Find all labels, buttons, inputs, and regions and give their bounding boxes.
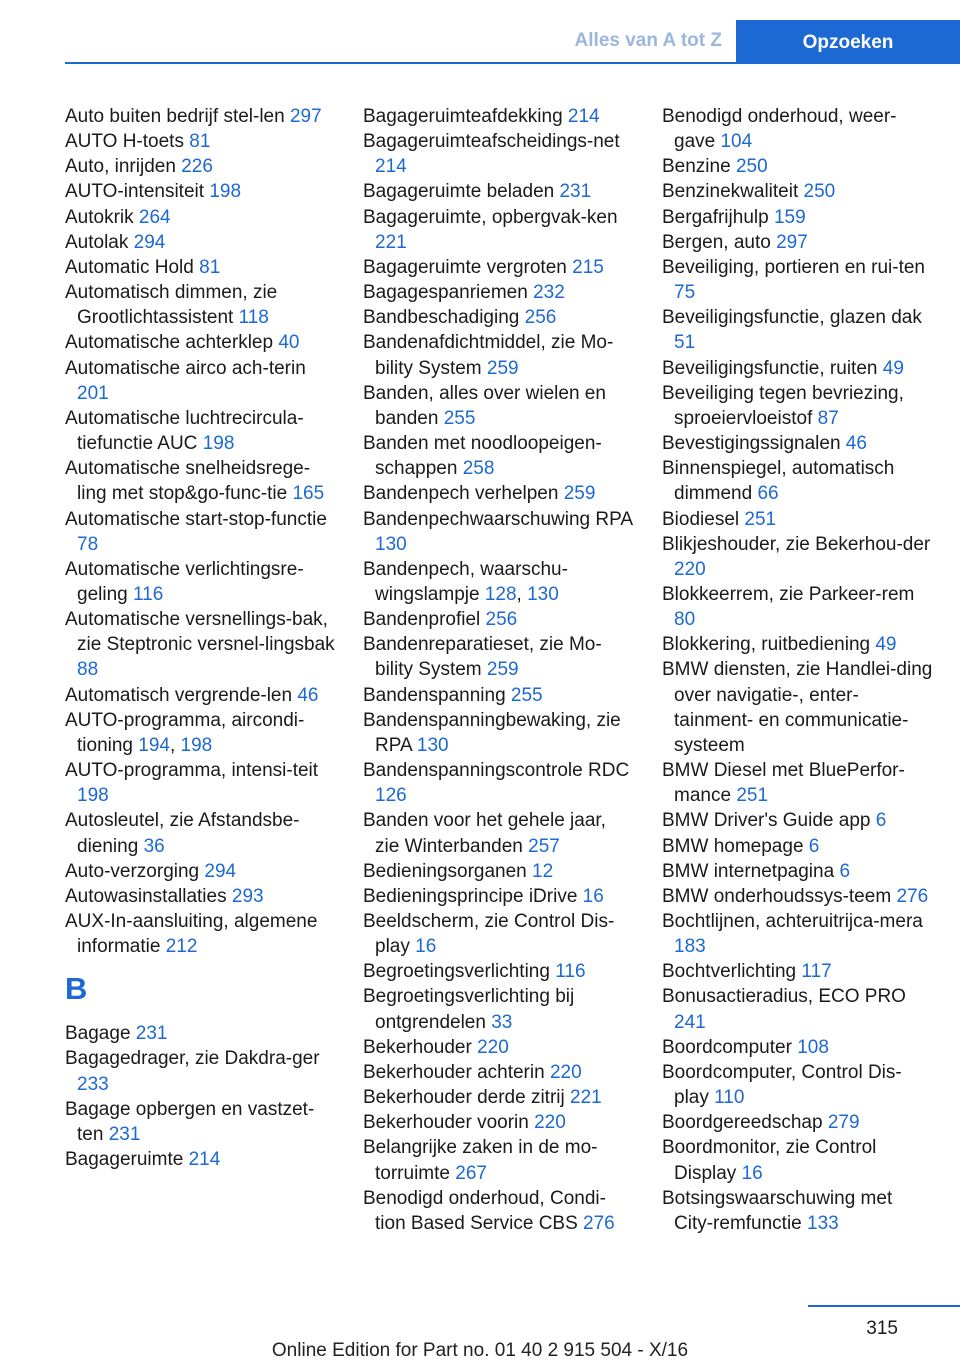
index-entry-text: Bagageruimte beladen	[363, 181, 555, 203]
index-entry-text: Automatisch dimmen, zie Grootlichtassistent	[65, 282, 278, 329]
page-link[interactable]: 258	[462, 458, 495, 480]
index-entry-text: Auto, inrijden	[65, 156, 176, 178]
index-entry	[662, 205, 934, 230]
index-entry	[65, 909, 337, 959]
index-entry	[363, 758, 635, 808]
page-link[interactable]: 251	[744, 508, 777, 530]
index-entry-text: Boordcomputer	[662, 1036, 792, 1058]
index-entry	[363, 607, 635, 632]
index-entry	[65, 1046, 337, 1096]
index-entry	[662, 305, 934, 355]
page-link[interactable]: 78	[77, 533, 99, 555]
index-entry-text: Automatische verlichtingsre-geling	[65, 558, 304, 605]
index-entry	[363, 632, 635, 682]
index-entry	[662, 632, 934, 657]
page-link[interactable]: 33	[491, 1011, 513, 1033]
index-entry-text: Bandenpech verhelpen	[363, 483, 559, 505]
index-entry	[363, 1110, 635, 1135]
page-number: 315	[866, 1318, 898, 1339]
index-entry	[662, 808, 934, 833]
index-entry	[65, 330, 337, 355]
index-entry-text: Bonusactieradius, ECO PRO	[662, 986, 906, 1008]
index-entry	[65, 104, 337, 129]
index-entry	[363, 1186, 635, 1236]
page-link[interactable]: 128	[484, 583, 517, 605]
index-entry-text: Bedieningsprincipe iDrive	[363, 885, 578, 907]
index-entry-text: Bandbeschadiging	[363, 307, 520, 329]
index-entry	[65, 255, 337, 280]
page-link[interactable]: 198	[180, 734, 213, 756]
index-entry-text: Benzine	[662, 156, 731, 178]
index-entry-text: Bandenprofiel	[363, 609, 481, 631]
page-link[interactable]: 241	[674, 1011, 706, 1033]
index-entry	[65, 129, 337, 154]
index-entry-text: Bagageruimteafdekking	[363, 106, 563, 127]
index-entry-text: Beveiligingsfunctie, ruiten	[662, 357, 878, 379]
index-entry	[65, 859, 337, 884]
index-entry-text: Banden voor het gehele jaar, zie Winterbanden	[363, 810, 606, 857]
index-entry	[363, 280, 635, 305]
index-entry-text: Autolak	[65, 231, 129, 253]
index-entry-text: AUTO-intensiteit	[65, 181, 205, 203]
index-entry-text: Bandenafdichtmiddel, zie Mo-bility System	[363, 332, 614, 379]
index-entry-text: Beveiliging, portieren en rui-ten	[662, 256, 925, 278]
index-entry	[662, 959, 934, 984]
index-entry	[65, 154, 337, 179]
index-entry-text: BMW Diesel met BluePerfor-mance	[662, 760, 905, 807]
page-link[interactable]: 215	[572, 256, 604, 278]
index-entry-text: AUTO H-toets	[65, 131, 184, 153]
page-link[interactable]: 250	[735, 156, 768, 178]
page-link[interactable]: 220	[477, 1036, 509, 1058]
index-entry	[363, 104, 635, 129]
page-link[interactable]: 231	[559, 181, 592, 203]
page-link[interactable]: 116	[555, 961, 586, 983]
index-entry	[662, 657, 934, 758]
index-entry	[662, 431, 934, 456]
index-entry	[65, 758, 337, 808]
index-entry-text: Bekerhouder voorin	[363, 1112, 529, 1134]
index-entry	[65, 179, 337, 204]
index-entry-text: Blokkering, ruitbediening	[662, 634, 871, 656]
page-link[interactable]: 80	[674, 609, 696, 631]
index-entry	[363, 959, 635, 984]
index-entry-text: AUTO-programma, aircondi-tioning	[65, 709, 305, 756]
index-entry	[363, 1135, 635, 1185]
index-entry	[662, 381, 934, 431]
index-entry-text: Bagage opbergen en vastzet-ten	[65, 1098, 315, 1145]
index-entry	[65, 808, 337, 858]
page-link[interactable]: 255	[510, 684, 543, 706]
index-entry	[662, 255, 934, 305]
page-link[interactable]: 133	[807, 1212, 839, 1234]
index-entry	[662, 1186, 934, 1236]
page-link[interactable]: 159	[773, 206, 806, 228]
page-link[interactable]: 16	[582, 885, 604, 907]
index-entry-text: BMW Driver's Guide app	[662, 810, 871, 832]
index-entry	[65, 1097, 337, 1147]
page-link[interactable]: 297	[776, 231, 808, 253]
page-link[interactable]: 87	[817, 407, 839, 429]
footer-rule	[808, 1305, 960, 1307]
index-entry-text: Beeldscherm, zie Control Dis-play	[363, 911, 615, 958]
index-entry: AUTO-programma, aircondi-tioning 194, 198	[65, 709, 305, 756]
index-entry-text: Boordgereedschap	[662, 1112, 823, 1134]
index-entry-text: Banden, alles over wielen en banden	[363, 382, 606, 429]
page-link[interactable]: 6	[875, 810, 887, 832]
index-entry-text: Bandenspanningbewaking, zie RPA	[363, 709, 621, 756]
index-entry	[662, 1135, 934, 1185]
index-entry	[65, 205, 337, 230]
page-link[interactable]: 130	[527, 583, 559, 605]
page-link[interactable]: 75	[674, 282, 696, 304]
page-link[interactable]: 16	[741, 1162, 763, 1184]
index-entry	[65, 557, 337, 607]
index-entry-text: Automatische versnellings-bak, zie Steptronic versnel-lingsbak	[65, 609, 335, 656]
index-entry	[662, 356, 934, 381]
index-entry	[363, 808, 635, 858]
index-entry	[65, 607, 337, 682]
index-entry-text: Beveiligingsfunctie, glazen dak	[662, 307, 922, 329]
page-link[interactable]: 130	[375, 533, 407, 555]
index-entry-text: Bagageruimte	[65, 1149, 184, 1171]
index-entry	[363, 884, 635, 909]
index-entry-text: Bandenspanningscontrole RDC	[363, 760, 630, 782]
index-entry	[662, 104, 934, 154]
page-link[interactable]: 276	[896, 885, 929, 907]
page-link[interactable]: 49	[875, 634, 897, 656]
index-entry	[363, 984, 635, 1034]
page-link[interactable]: 250	[803, 181, 836, 203]
page-link[interactable]: 165	[292, 483, 325, 505]
page-link[interactable]: 267	[455, 1162, 487, 1184]
page-link[interactable]: 256	[485, 609, 518, 631]
page-link[interactable]: 251	[736, 785, 769, 807]
page-link[interactable]: 231	[108, 1123, 141, 1145]
page-link[interactable]: 46	[297, 684, 319, 706]
index-entry-text: Bochtverlichting	[662, 961, 797, 983]
page-link[interactable]: 297	[289, 106, 322, 127]
page-link[interactable]: 220	[674, 558, 706, 580]
index-entry-text: Autosleutel, zie Afstandsbe-diening	[65, 810, 300, 857]
page-link[interactable]: 226	[181, 156, 213, 178]
page-link[interactable]: 220	[534, 1112, 566, 1134]
index-entry-text: Bagageruimteafscheidings-net	[363, 131, 620, 153]
index-entry-text: Botsingswaarschuwing met City-remfunctie	[662, 1187, 893, 1234]
index-entry-text: Automatische achterklep	[65, 332, 274, 354]
index-entry	[65, 884, 337, 909]
index-entry-text: Bergen, auto	[662, 231, 771, 253]
index-entry-text: Binnenspiegel, automatisch dimmend	[662, 458, 895, 505]
index-entry	[363, 381, 635, 431]
index-entry-text: Blikjeshouder, zie Bekerhou-der	[662, 533, 931, 555]
page-link[interactable]: 255	[443, 407, 476, 429]
page-link[interactable]: 294	[204, 860, 237, 882]
page-link[interactable]: 214	[375, 156, 407, 178]
index-entry-text: Blokkeerrem, zie Parkeer-rem	[662, 583, 915, 605]
page-link[interactable]: 40	[278, 332, 300, 354]
index-entry-text: BMW internetpagina	[662, 860, 835, 882]
index-entry-text: Begroetingsverlichting bij ontgrendelen	[363, 986, 575, 1033]
index-entry-text: Bandenspanning	[363, 684, 506, 706]
index-entry-text: AUX-In-aansluiting, algemene informatie	[65, 911, 318, 958]
page-link[interactable]: 259	[486, 357, 519, 379]
index-entry-text: Biodiesel	[662, 508, 740, 530]
page-link[interactable]: 293	[231, 885, 264, 907]
index-entry-text: Begroetingsverlichting	[363, 961, 550, 983]
index-entry-text: Bagage	[65, 1023, 131, 1045]
index-entry	[662, 179, 934, 204]
index-entry-text: Bagagedrager, zie Dakdra-ger	[65, 1048, 320, 1070]
page-link[interactable]: 231	[135, 1023, 168, 1045]
page-link[interactable]: 6	[839, 860, 851, 882]
index-entry	[662, 758, 934, 808]
index-entry	[662, 154, 934, 179]
index-column-1	[65, 104, 337, 1172]
index-entry	[65, 1021, 337, 1046]
page-link[interactable]: 198	[77, 785, 109, 807]
page-link[interactable]: 220	[549, 1061, 582, 1083]
index-entry-text: Autokrik	[65, 206, 134, 228]
index-entry-text: Automatische snelheidsrege-ling met stop&go-func-tie	[65, 458, 311, 505]
page-link[interactable]: 201	[77, 382, 109, 404]
index-entry	[363, 205, 635, 255]
index-entry	[662, 984, 934, 1034]
index-entry-text: Autowasinstallaties	[65, 885, 227, 907]
index-entry-text: Benodigd onderhoud, weer-gave	[662, 106, 897, 153]
page-link[interactable]: 183	[674, 936, 706, 958]
page-link[interactable]: 198	[202, 433, 235, 455]
index-entry-text: Automatische airco ach-terin	[65, 357, 306, 379]
index-entry	[363, 909, 635, 959]
page-link[interactable]: 233	[77, 1073, 109, 1095]
index-entry-text: Beveiliging tegen bevriezing, sproeiervloeistof	[662, 382, 904, 429]
page-link[interactable]: 194	[138, 734, 170, 756]
page-link[interactable]: 116	[133, 583, 164, 605]
index-entry	[363, 255, 635, 280]
page-link[interactable]: 12	[532, 860, 554, 882]
index-entry-text: Automatic Hold	[65, 256, 194, 278]
index-entry	[363, 431, 635, 481]
page-link[interactable]: 279	[827, 1112, 860, 1134]
header-rule	[65, 62, 960, 64]
index-entry	[65, 507, 337, 557]
index-entry	[662, 456, 934, 506]
index-entry-text: Bagageruimte vergroten	[363, 256, 567, 278]
page-link[interactable]: 259	[486, 659, 519, 681]
index-entry	[662, 834, 934, 859]
index-entry-text: Boordcomputer, Control Dis-play	[662, 1061, 902, 1109]
index-entry-text: BMW diensten, zie Handlei-ding over navigatie-, enter-tainment- en communicatie-systeem	[662, 659, 933, 756]
index-entry	[662, 230, 934, 255]
index-entry	[662, 859, 934, 884]
page-link[interactable]: 212	[165, 936, 198, 958]
page-link[interactable]: 66	[757, 483, 779, 505]
index-entry-text: Bedieningsorganen	[363, 860, 527, 882]
page-link[interactable]: 256	[524, 307, 557, 329]
page-link[interactable]: 36	[143, 835, 165, 857]
index-entry	[65, 230, 337, 255]
index-entry	[363, 507, 635, 557]
page-link[interactable]: 221	[570, 1087, 602, 1109]
index-entry-text: Bagagespanriemen	[363, 282, 528, 304]
page-link[interactable]: 104	[720, 131, 753, 153]
index-entry	[662, 507, 934, 532]
index-entry	[662, 1110, 934, 1135]
page-link[interactable]: 49	[882, 357, 904, 379]
index-column-2	[363, 104, 635, 1236]
index-entry-text: Bekerhouder achterin	[363, 1061, 545, 1083]
page-link[interactable]: 51	[674, 332, 696, 354]
index-entry-text: Boordmonitor, zie Control Display	[662, 1137, 877, 1184]
page-link[interactable]: 108	[797, 1036, 829, 1058]
index-entry	[662, 884, 934, 909]
index-entry	[65, 280, 337, 330]
index-entry: Bandenpech, waarschu-wingslampje 128, 130	[363, 558, 568, 605]
page-link[interactable]: 214	[567, 106, 600, 127]
page-link[interactable]: 81	[189, 131, 211, 153]
page-link[interactable]: 126	[375, 785, 407, 807]
index-entry-text: Belangrijke zaken in de mo-torruimte	[363, 1137, 598, 1184]
index-entry	[65, 1147, 337, 1172]
index-entry-text: Bochtlijnen, achteruitrijca-mera	[662, 911, 923, 932]
index-entry	[65, 456, 337, 506]
header-section-title: Alles van A tot Z	[574, 30, 722, 51]
page-link[interactable]: 221	[375, 231, 407, 253]
index-entry-text: AUTO-programma, intensi-teit	[65, 760, 319, 782]
index-entry-text: Bevestigingssignalen	[662, 433, 841, 455]
index-entry-text: BMW onderhoudssys-teem	[662, 885, 892, 907]
index-entry	[65, 356, 337, 406]
index-entry	[65, 406, 337, 456]
index-entry	[363, 1085, 635, 1110]
index-entry-text: Auto buiten bedrijf stel-len	[65, 106, 285, 127]
page-link[interactable]: 232	[533, 282, 565, 304]
page-link[interactable]: 16	[415, 936, 437, 958]
index-entry	[363, 683, 635, 708]
index-entry	[662, 532, 934, 582]
page-link[interactable]: 110	[714, 1087, 745, 1109]
page-link[interactable]: 6	[808, 835, 820, 857]
index-entry-text: Bandenpech, waarschu-wingslampje	[363, 558, 568, 605]
index-entry	[363, 708, 635, 758]
index-entry-text: Bandenpechwaarschuwing RPA	[363, 508, 632, 530]
page-link[interactable]: 264	[138, 206, 171, 228]
index-entry-text: Auto-verzorging	[65, 860, 200, 882]
index-entry-text: Bagageruimte, opbergvak-ken	[363, 206, 618, 228]
index-entry-text: Bergafrijhulp	[662, 206, 769, 228]
page-link[interactable]: 257	[528, 835, 560, 857]
index-entry-text: Automatisch vergrende-len	[65, 684, 293, 706]
page-link[interactable]: 294	[133, 231, 166, 253]
index-column-3	[662, 104, 934, 1236]
index-entry-text: Bekerhouder derde zitrij	[363, 1087, 565, 1109]
page-link[interactable]: 259	[563, 483, 596, 505]
index-entry	[662, 909, 934, 959]
index-entry	[363, 305, 635, 330]
index-entry	[363, 1035, 635, 1060]
page-link[interactable]: 88	[77, 659, 99, 681]
index-entry-text: Automatische luchtrecircula-tiefunctie AUC	[65, 407, 304, 455]
index-entry	[363, 481, 635, 506]
index-entry	[65, 683, 337, 708]
index-entry	[363, 129, 635, 179]
page-link[interactable]: 117	[801, 961, 832, 983]
page-link[interactable]: 81	[199, 256, 221, 278]
page-link[interactable]: 118	[238, 307, 269, 329]
index-letter-heading: B	[65, 971, 88, 1007]
page-link[interactable]: 46	[845, 433, 867, 455]
index-entry	[363, 859, 635, 884]
index-entry	[662, 582, 934, 632]
index-entry-text: Banden met noodloopeigen-schappen	[363, 433, 602, 480]
index-entry-text: BMW homepage	[662, 835, 804, 857]
index-entry	[662, 1035, 934, 1060]
index-entry-text: Benzinekwaliteit	[662, 181, 799, 203]
index-entry-text: Benodigd onderhoud, Condi-tion Based Service CBS	[363, 1187, 606, 1234]
page-link[interactable]: 276	[583, 1212, 615, 1234]
index-entry	[363, 330, 635, 380]
page-link[interactable]: 198	[209, 181, 242, 203]
index-entry	[662, 1060, 934, 1110]
index-entry-text: Automatische start-stop-functie	[65, 508, 327, 530]
header-tab[interactable]: Opzoeken	[736, 20, 960, 64]
index-entry	[363, 1060, 635, 1085]
page-link[interactable]: 130	[416, 734, 449, 756]
footer-edition: Online Edition for Part no. 01 40 2 915 504 - X/16	[271, 1340, 689, 1361]
index-entry	[363, 179, 635, 204]
page-link[interactable]: 214	[188, 1149, 221, 1171]
index-entry-text: Bandenreparatieset, zie Mo-bility System	[363, 634, 602, 681]
index-entry-text: Bekerhouder	[363, 1036, 472, 1058]
